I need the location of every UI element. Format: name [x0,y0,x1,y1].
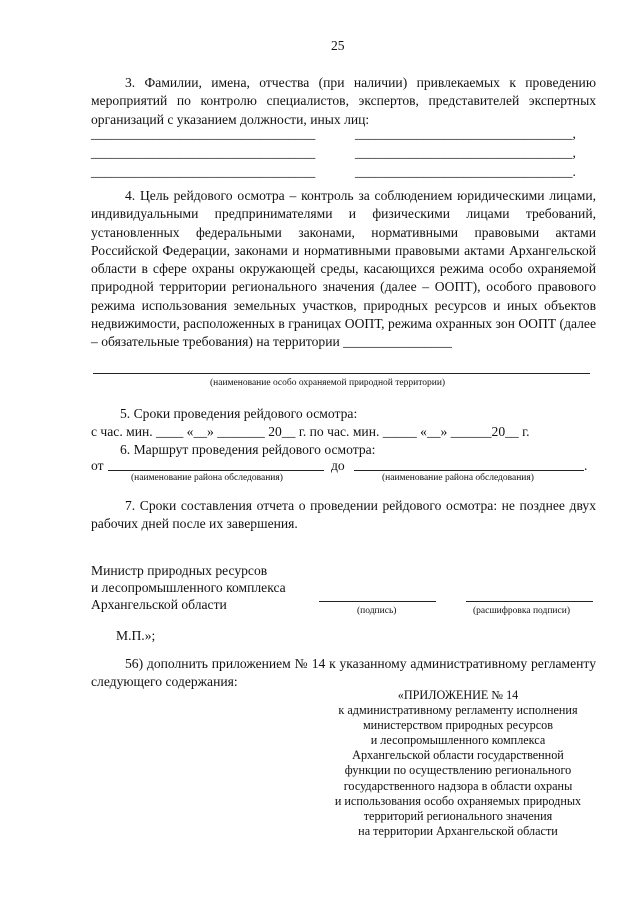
appendix-line: к административному регламенту исполнения [338,703,578,718]
caption-decoding: (расшифровка подписи) [473,606,570,616]
minister-title-line-3: Архангельской области [91,597,227,612]
blank-row-2-right: ________________________________, [355,145,576,160]
appendix-header [308,688,608,839]
paragraph-7 [91,497,596,534]
route-to-label: до [331,458,345,473]
paragraph-5-dates: с час. мин. ____ «__» _______ 20__ г. по час. мин. _____ «__» ______20__ г. [91,424,530,439]
paragraph-56-text: 56) дополнить приложением № 14 к указанному административному регламенту следующего содержания: [91,656,596,690]
caption-district-to: (наименование района обследования) [382,473,534,483]
paragraph-6-title: 6. Маршрут проведения рейдового осмотра: [120,442,376,457]
route-to-line [354,470,584,471]
appendix-line: и использования особо охраняемых природных [334,793,582,808]
appendix-line: на территории Архангельской области [358,823,558,838]
oopt-name-line [93,373,590,374]
caption-signature: (подпись) [357,606,397,616]
page-number: 25 [331,38,345,53]
route-from-label: от [91,458,104,473]
blank-row-1-right: ________________________________, [355,126,576,141]
appendix-title: «ПРИЛОЖЕНИЕ № 14 [397,688,519,702]
decoding-line [466,601,593,602]
blank-row-3-right: ________________________________. [355,164,576,179]
blank-row-1-left: _________________________________ [91,126,316,141]
caption-district-from: (наименование района обследования) [131,473,283,483]
signature-line [319,601,436,602]
caption-oopt: (наименование особо охраняемой природной территории) [210,378,446,388]
minister-title-line-1: Министр природных ресурсов [91,563,268,578]
paragraph-5-title: 5. Сроки проведения рейдового осмотра: [120,406,358,421]
appendix-line: государственного надзора в области охраны [343,778,573,793]
paragraph-7-text: 7. Сроки составления отчета о проведении рейдового осмотра: не позднее двух рабочих дней после их завершения. [91,498,596,532]
appendix-line: министерством природных ресурсов [362,718,554,733]
paragraph-4 [91,187,596,352]
route-from-line [108,470,324,471]
seal-mark: М.П.»; [116,628,156,643]
appendix-line: и лесопромышленного комплекса [370,733,546,748]
appendix-line: территорий регионального значения [363,808,553,823]
paragraph-3 [91,74,596,129]
paragraph-4-text: 4. Цель рейдового осмотра – контроль за соблюдением юридическими лицами, индивидуальными предпринимателями и физическими лицами требований, установленных федеральными законами, нормативными правовыми актами Российской Федерации, законами и нормативными правовыми актами Архангельской области в сфере охраны окружающей среды, касающихся режима особо охраняемой природной территории регионального значения (далее – ООПТ), особого правового режима использования земельных участков, природных ресурсов и иных объектов недвижимости, расположенных в границах ООПТ, режима охранных зон ООПТ (далее – обязательные требования) на территории ________________ [91,188,596,350]
blank-row-3-left: _________________________________ [91,164,316,179]
minister-title-line-2: и лесопромышленного комплекса [91,580,286,595]
appendix-line: функции по осуществлению регионального [344,763,572,778]
paragraph-56 [91,655,596,692]
blank-row-2-left: _________________________________ [91,145,316,160]
paragraph-3-text: 3. Фамилии, имена, отчества (при наличии) привлекаемых к проведению мероприятий по контролю специалистов, экспертов, представителей экспертных организаций с указанием должности, иных лиц: [91,75,596,127]
appendix-line: Архангельской области государственной [352,748,564,763]
route-end-period: . [584,458,588,473]
